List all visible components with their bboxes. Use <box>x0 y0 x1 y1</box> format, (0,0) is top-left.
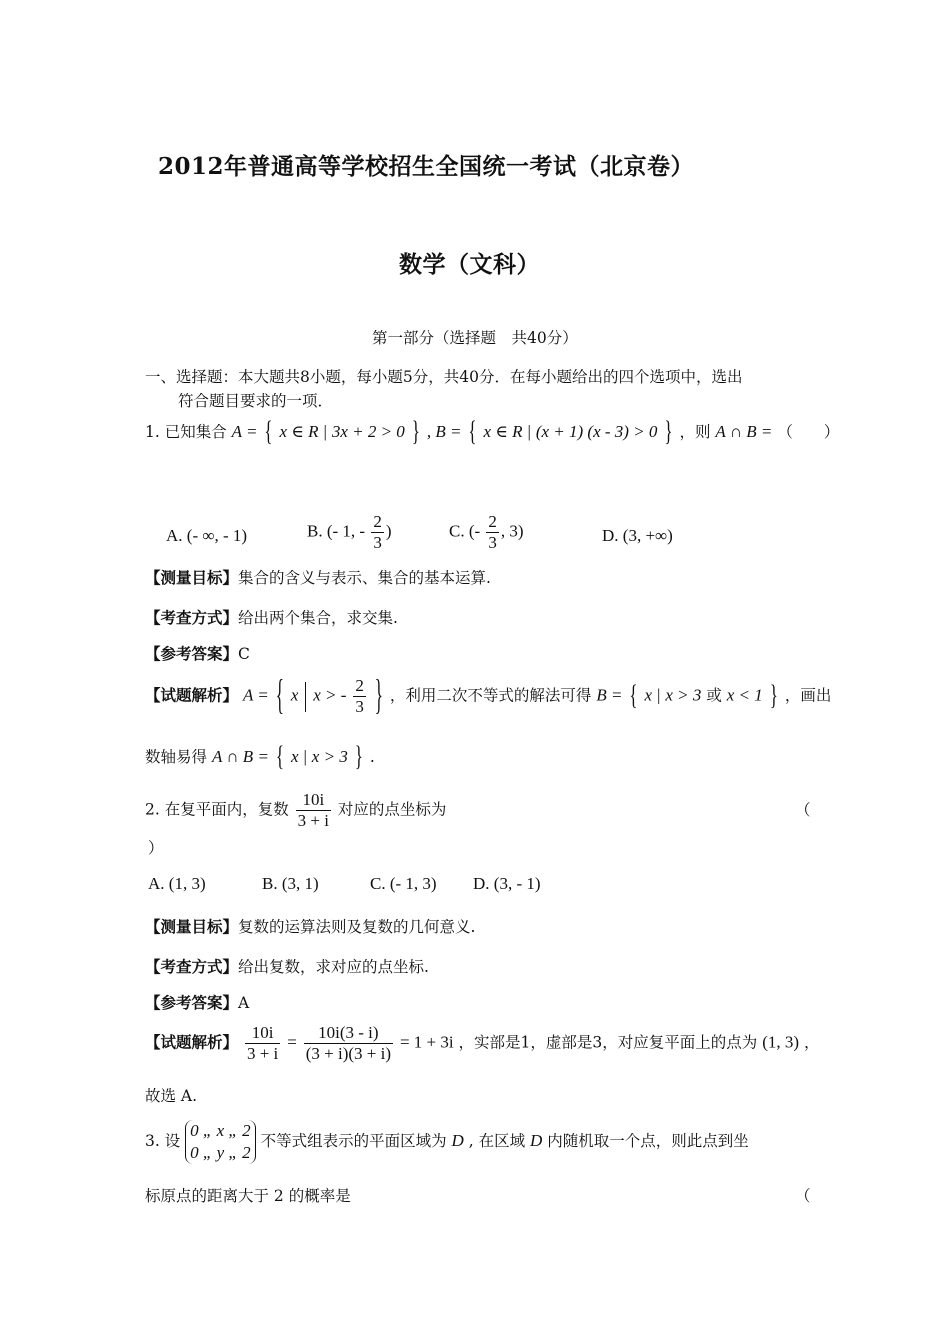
q1-target-row <box>145 566 491 590</box>
q1-option-b-pre: B. (- 1, - <box>307 521 366 541</box>
q1-analysis-row <box>145 670 832 718</box>
q1-ana-a: A = <box>242 685 269 705</box>
q2-stem-end: 对应的点坐标为 <box>337 800 447 819</box>
q1-then: ，则 <box>679 423 711 441</box>
frac-den: 3 + i <box>246 1044 279 1063</box>
q1-method-row <box>145 606 398 630</box>
q1-option-c <box>449 512 524 553</box>
q1-option-b <box>307 512 392 553</box>
q1-option-b-post: ) <box>385 521 392 541</box>
q3-sys-row2: 0 „ y „ 2 <box>190 1143 251 1162</box>
q1-ana-a-cond: x > - <box>313 685 347 705</box>
frac-den: 3 <box>488 533 497 552</box>
q1-ana-line2: 数轴易得 <box>145 748 208 766</box>
paper-title: 2012年普通高等学校招生全国统一考试（北京卷） <box>158 153 695 180</box>
frac-den: 3 + i <box>297 811 329 830</box>
q2-analysis-line2: 故选 A. <box>145 1087 198 1105</box>
q3-text2: , 在区域 <box>468 1132 526 1150</box>
q1-stem: 1. 已知集合 <box>145 423 227 441</box>
q1-brace: } <box>769 678 778 711</box>
label-answer: 【参考答案】 <box>145 644 239 663</box>
q2-option-d: D. (3, - 1) <box>473 874 541 893</box>
q1-brace: } <box>664 415 673 448</box>
frac-den: 3 <box>373 533 382 552</box>
q1-ana-b: B = <box>596 685 623 705</box>
q1-ana-mid: ，利用二次不等式的解法可得 <box>389 686 592 705</box>
frac-num: 10i(3 - i) <box>304 1023 393 1044</box>
q1-paren: （ ） <box>777 423 840 441</box>
q1-method: 给出两个集合，求交集. <box>238 609 398 627</box>
q1-answer: C <box>238 645 250 663</box>
q1-target: 集合的含义与表示、集合的基本运算. <box>238 569 491 587</box>
q2-ana-eq2: = 1 + 3i <box>399 1032 454 1052</box>
paper-subtitle: 数学（文科） <box>399 251 540 278</box>
label-method: 【考查方式】 <box>145 608 239 627</box>
frac-den: (3 + i)(3 + i) <box>305 1044 391 1063</box>
q1-ana-a-x: x <box>290 685 299 705</box>
q1-option-c-pre: C. (- <box>449 521 481 541</box>
part-heading: 第一部分（选择题 共40分） <box>372 329 578 347</box>
q2-target-row <box>145 915 475 939</box>
label-analysis: 【试题解析】 <box>145 1032 239 1052</box>
q1-brace: { <box>275 740 285 773</box>
q3-paren-open: （ <box>795 1187 811 1205</box>
label-target: 【测量目标】 <box>145 917 239 936</box>
q1-brace: } <box>374 670 383 718</box>
q2-frac <box>296 790 331 831</box>
q1-option-a: A. (- ∞, - 1) <box>166 526 248 545</box>
q1-ana-end: ，画出 <box>784 686 832 705</box>
q2-paren-close: ） <box>148 839 164 857</box>
q1-option-d: D. (3, +∞) <box>602 526 673 545</box>
q1-ana-dot: . <box>369 748 375 766</box>
q1-ana-res-c: x > 3 <box>311 747 348 766</box>
q1-set-a-cond: 3x + 2 > 0 <box>331 422 405 441</box>
q1-option-c-post: , 3) <box>500 521 524 541</box>
q1-set-a-body: x ∈ R <box>279 422 319 441</box>
q2-target: 复数的运算法则及复数的几何意义. <box>238 918 476 936</box>
q1-analysis-line2 <box>145 740 375 773</box>
frac-den: 3 <box>355 697 364 716</box>
q3-stem-line <box>145 1120 749 1164</box>
q1-answer-row <box>145 642 250 666</box>
q2-ana-eq: = <box>287 1032 297 1052</box>
q1-bar <box>305 682 306 712</box>
q1-brace: { <box>468 415 477 448</box>
q1-brace: } <box>411 415 420 448</box>
q1-ana-b-c1: x > 3 <box>665 685 702 705</box>
label-method: 【考查方式】 <box>145 957 239 976</box>
q2-option-b: B. (3, 1) <box>262 874 319 893</box>
section-instruction-cont: 符合题目要求的一项． <box>178 392 334 410</box>
frac-num: 10i <box>245 1023 280 1044</box>
q1-bar: | <box>657 685 661 705</box>
frac-num: 10i <box>296 790 331 811</box>
q1-bar: | <box>323 422 327 441</box>
q1-ana-res: A ∩ B = <box>211 747 269 766</box>
frac-num: 2 <box>488 512 497 531</box>
q2-method-row <box>145 955 429 979</box>
q1-bar: | <box>527 422 531 441</box>
q2-answer: A <box>238 994 250 1012</box>
q1-brace: } <box>354 740 363 773</box>
q1-set-b-body: x ∈ R <box>483 422 523 441</box>
q1-set-b: , B = <box>426 422 462 441</box>
q3-sys-row1: 0 „ x „ 2 <box>190 1121 251 1140</box>
q1-bar: | <box>303 747 307 766</box>
q2-option-c: C. (- 1, 3) <box>370 874 437 893</box>
q3-text1: 不等式组表示的平面区域为 <box>260 1132 447 1150</box>
q2-option-a: A. (1, 3) <box>148 874 206 893</box>
frac-num: 2 <box>355 676 364 695</box>
q3-text3: 内随机取一个点，则此点到坐 <box>547 1132 749 1150</box>
q2-method: 给出复数，求对应的点坐标. <box>238 958 429 976</box>
q1-option-b-frac <box>371 512 384 553</box>
label-analysis: 【试题解析】 <box>145 685 239 705</box>
q3-region-d: D <box>530 1131 543 1150</box>
q3-stem-line2: 标原点的距离大于 2 的概率是 <box>145 1187 351 1205</box>
q2-ana-frac2 <box>304 1023 393 1064</box>
section-instruction: 一、选择题：本大题共8小题，每小题5分，共40分．在每小题给出的四个选项中，选出 <box>145 368 743 386</box>
q1-set-a: A = <box>231 422 258 441</box>
q3-region-d: D <box>451 1131 464 1150</box>
q1-ana-or: 或 <box>706 686 722 705</box>
q1-cap: A ∩ B = <box>715 422 773 441</box>
q1-stem-line <box>145 415 840 448</box>
q2-ana-text: ，实部是1，虚部是3，对应复平面上的点为 <box>458 1033 758 1052</box>
frac-num: 2 <box>373 512 382 531</box>
q2-analysis-row <box>145 1023 819 1064</box>
q1-ana-res-x: x <box>290 747 299 766</box>
q1-ana-b-x: x <box>644 685 653 705</box>
q3-inequality-system <box>185 1120 255 1164</box>
label-answer: 【参考答案】 <box>145 993 239 1012</box>
q1-option-c-frac <box>486 512 499 553</box>
q2-paren-open: （ <box>795 801 811 819</box>
q3-stem: 3. 设 <box>145 1132 181 1150</box>
q1-brace: { <box>264 415 273 448</box>
q2-stem: 2. 在复平面内，复数 <box>145 800 289 819</box>
q1-brace: { <box>275 670 284 718</box>
q1-ana-b-c2: x < 1 <box>726 685 763 705</box>
q1-set-b-cond: (x + 1) (x - 3) > 0 <box>535 422 658 441</box>
q2-ana-frac1 <box>245 1023 280 1064</box>
q2-ana-comma: ， <box>803 1033 820 1052</box>
q2-answer-row <box>145 991 249 1015</box>
label-target: 【测量目标】 <box>145 568 239 587</box>
q2-stem-line <box>145 790 446 831</box>
q1-ana-frac <box>353 676 366 717</box>
q2-ana-point: (1, 3) <box>762 1032 800 1052</box>
q1-brace: { <box>629 678 638 711</box>
